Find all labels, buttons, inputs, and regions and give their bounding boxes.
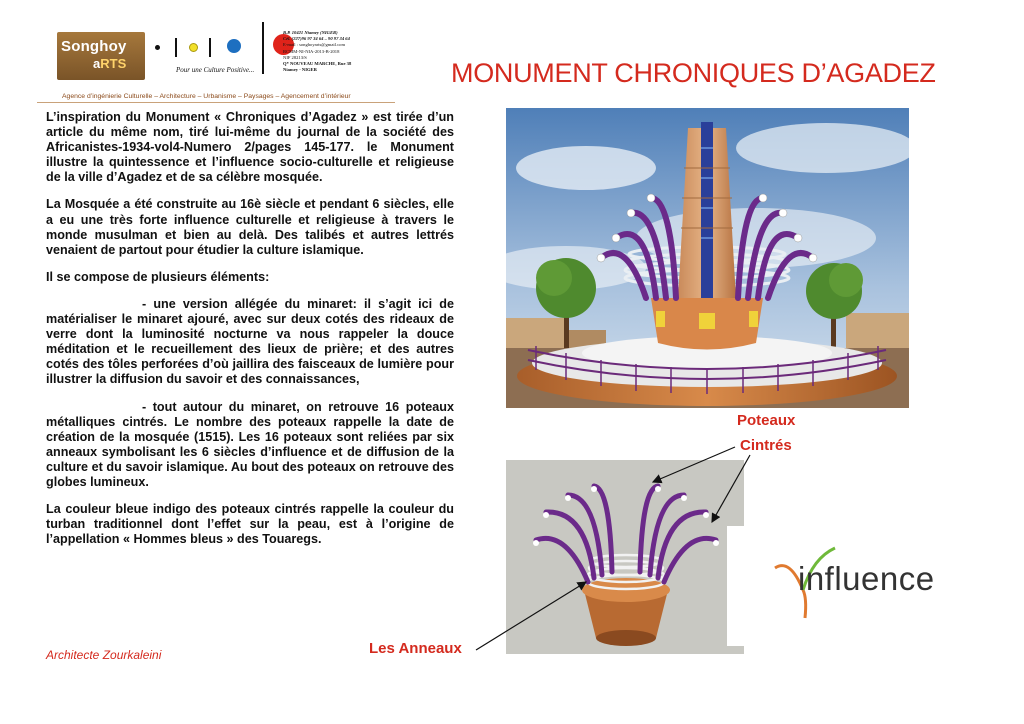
contact-line: B.P. 10421 Niamey (NIGER) [283, 30, 338, 35]
paragraph: L’inspiration du Monument « Chroniques d’Agadez » est tirée d’un article du même nom, tiré lui-même du journal de la société des Africanistes-1934-vol4-Numero 2/pages 145-177. le Monument illustre la quintessence et l’influence socio-culturelle et religieuse de la ville d’Agadez et de sa célèbre mosquée. [46, 110, 454, 185]
logo-text-line2: aRTS [93, 56, 127, 71]
paragraph: - une version allégée du minaret: il s’agit ici de matérialiser le minaret ajouré, avec sur deux cotés des rideaux de verre dont la luminosité nocturne va nous rappeler la douce méditation et le recueillement des lieux de prière; et des autres cotés des tôles perforées d’où jaillira des faisceaux de lumière pour illustrer la diffusion du savoir et des connaissances, [46, 296, 454, 387]
logo-text-line1: Songhoy [61, 38, 127, 55]
paragraph: La Mosquée a été construite au 16è siècle et pendant 6 siècles, elle a eu une très forte influence culturelle et religieuse à travers le monde musulman et bien au delà. Des talibés et autres lettrés venaient de partout pour étudier la culture islamique. [46, 197, 454, 257]
contact-line: Q* NOUVEAU MARCHE, Rue 38 [283, 61, 352, 67]
services-line: Agence d’ingénierie Culturelle – Architecture – Urbanisme – Paysages – Agencement d’intérieur [62, 93, 351, 100]
paragraph: La couleur bleue indigo des poteaux cintrés rappelle la couleur du turban traditionnel dont l’effet sur la peau, est à l’origine de l’appellation « Hommes bleus » des Touaregs. [46, 502, 454, 547]
paragraph: - tout autour du minaret, on retrouve 16 poteaux métalliques cintrés. Le nombre des poteaux rappelle la date de création de la mosquée (1515). Les 16 poteaux sont reliées par six anneaux symbolisant les 6 siècles d’influence et de diffusion de la culture et du savoir islamique. Au bout des poteaux on retrouve des globes lumineux. [46, 399, 454, 489]
influence-logo-text: influence [798, 560, 935, 597]
contact-line: Cél. (227)96 97 34 64 – 90 97 34 64 [283, 36, 350, 42]
label-cintres: Cintrés [740, 437, 792, 454]
paragraph: Il se compose de plusieurs éléments: [46, 269, 270, 284]
contact-line: E-mail : songhoyarts@gmail.com [283, 42, 346, 48]
label-anneaux: Les Anneaux [369, 640, 462, 657]
contact-line: Niamey - NIGER [283, 67, 317, 73]
architect-signature: Architecte Zourkaleini [46, 648, 162, 662]
tagline: Pour une Culture Positive... [176, 66, 255, 74]
label-poteaux: Poteaux [737, 412, 796, 429]
contact-line: RCMM-NI-NIA-2013-B-2018 [283, 48, 340, 54]
page-title: MONUMENT CHRONIQUES D’AGADEZ [451, 58, 936, 88]
contact-line: NIF 28213/S [283, 54, 307, 60]
